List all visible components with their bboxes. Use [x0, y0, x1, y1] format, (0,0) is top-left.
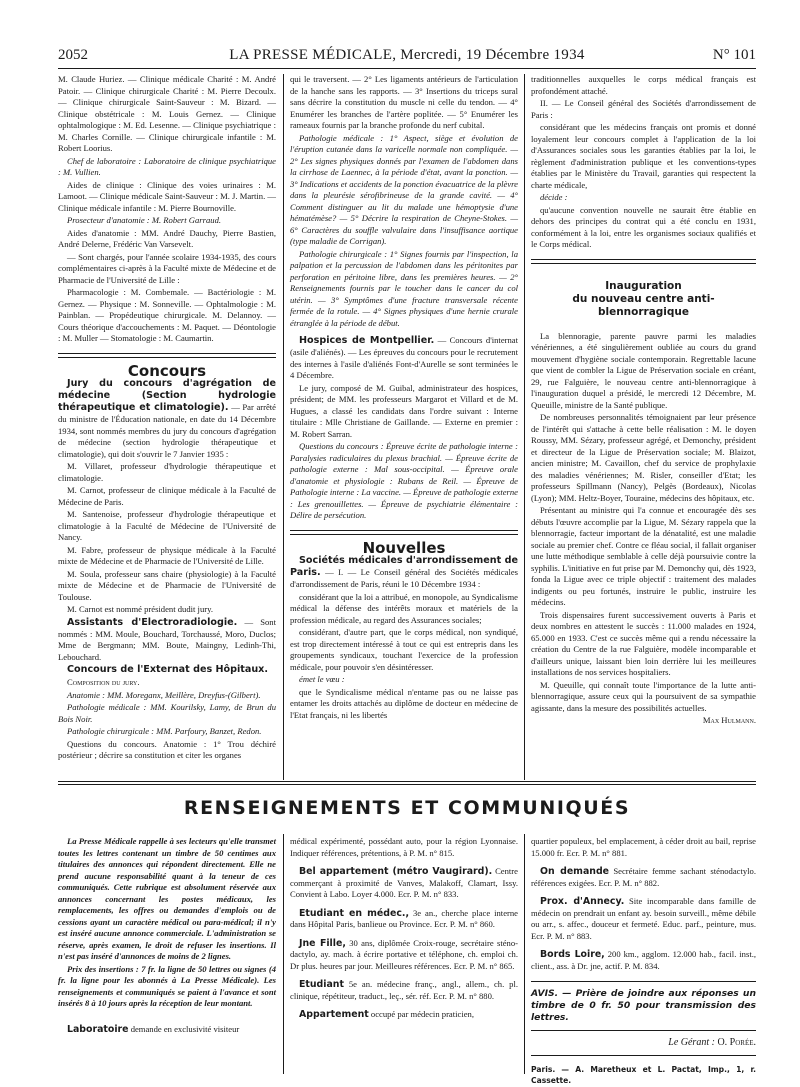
inauguration-title-line-2: du nouveau centre anti-blennorragique	[572, 292, 715, 318]
lille-prosecteur: Prosecteur d'anatomie : M. Robert Garraud.	[67, 215, 222, 225]
externat-line: Pathologie chirurgicale : MM. Parfoury, Banzet, Redon.	[67, 726, 262, 736]
montpellier-text: — Concours d'internat (asile d'aliénés). — Les épreuves du concours pour le recrutement des internes à l'asile d'aliénés Font-d'Aurelle se sont terminées le 4 Décembre.	[290, 335, 518, 380]
editorial-notice: La Presse Médicale rappelle à ses lecteurs qu'elle transmet toutes les lettres contenant un timbre de 50 centimes aux titulaires des annonces qui répondent directement. Elle ne prend aucune responsabilité quant à la teneur de ces communiqués. Cette rubrique est absolument réservée aux annonces concernant les postes médicaux, les remplacements, les offres ou demandes d'emplois ou de cessions ayant un caractère médical ou para-médical; il n'y est inséré aucune annonce commerciale. L'administration se réserve, après examen, le droit de refuser les insertions. Il n'est pas inséré d'annonces de moins de 2 lignes.	[58, 836, 276, 961]
classified-ad	[290, 979, 518, 1002]
ad-text: 3e an., cherche place interne dans Hôpital Paris, banlieue ou Province. Ecr. P. M. n° 860.	[290, 907, 518, 929]
classified-ad	[531, 836, 756, 859]
montpellier-heading: Hospices de Montpellier.	[299, 335, 435, 346]
classified-ad	[290, 836, 518, 859]
ad-text: Centre commerçant à proximité de Vanves, Malakoff, Clamart, Issy. Convient à Labo. Loyer 4.000. Ecr. P. M. n° 833.	[290, 866, 518, 899]
gerant-rule	[531, 1030, 756, 1031]
ad-lead: Appartement	[299, 1009, 369, 1020]
column-divider-1	[283, 74, 284, 780]
ads-divider-2	[524, 834, 525, 1074]
externat-line: Anatomie : MM. Moreganx, Meillère, Dreyfus-(Gilbert).	[67, 689, 261, 700]
ad-text: Site incomparable dans famille de médecin on prendrait un enfant ay. besoin surveill., même débile ou arr., s. affec., douceur et fermeté. Educ. parf., peinture, mus. Ecr. P. M. n° 883.	[531, 896, 756, 941]
lille-courses-intro: — Sont chargés, pour l'année scolaire 1934-1935, des cours complémentaires ci-après à la Faculté mixte de Médecine et de Pharmacie de l'Université de Lille :	[58, 251, 276, 285]
column-2	[290, 74, 518, 780]
societes-line: considérant que la loi a attribué, en monopole, au Syndicalisme médical la défense des intérêts moraux et matériels de la profession médicale, au regard des Assurances sociales;	[290, 591, 518, 625]
jury-member: M. Soula, professeur sans chaire (physiologie) à la Faculté mixte de Médecine et de Pharmacie de l'Université de Toulouse.	[58, 568, 276, 602]
ad-text: quartier populeux, bel emplacement, à céder droit au bail, reprise 15.000 fr. Ecr. P. M. n° 881.	[531, 836, 756, 858]
issue-number: N° 101	[712, 47, 756, 63]
electro-heading: Assistants d'Electroradiologie.	[67, 616, 238, 628]
column-1	[58, 74, 276, 780]
printer-imprint: Paris. — A. Maretheux et L. Pactat, Imp., 1, r. Cassette.	[531, 1064, 756, 1085]
inauguration-paragraph: Présentant au ministre qui l'a connue et encouragée dès ses débuts l'œuvre accomplie par la Ligue, M. Sézary rappela que la blennorragie, facteur important de la dénatalité, est une maladie sociale au premier chef. Contre ce fléau social, il fallait organiser une lutte méthodique semblable à celle déjà poursuivie contre la syphilis. L'initiative en fut prise par M. Demonchy qui, dès 1923, fonda la Ligue avec ce triple objectif : traitement des malades indigents ou peu fortunés, instruire le public, instruire les médecins.	[531, 505, 756, 607]
inauguration-paragraph: Trois dispensaires furent successivement ouverts à Paris et deux nombres en attestent le succès : 11.000 malades en 1924, 65.000 en 1933. C'est ce succès même qui a rendu nécessaire la création du Centre de la rue Falguière, modèle incomparable et d'ailleurs unique, laissant bien loin derrière lui les meilleures installations de nos services hospitaliers.	[531, 609, 756, 677]
journal-title: LA PRESSE MÉDICALE, Mercredi, 19 Décembre 1934	[229, 47, 585, 63]
ads-divider-1	[283, 834, 284, 1074]
classified-ad	[531, 949, 756, 972]
societes-text: — I. — Le Conseil général des Sociétés médicales d'arrondissement de Paris, réuni le 10 Décembre 1934 :	[290, 567, 518, 589]
patho-medicale-questions: Pathologie médicale : 1° Aspect, siège et évolution de l'éruption cutanée dans la varicelle normale non compliquée. — 2° Les signes physiques donnés par l'examen de l'abdomen dans la cirrhose de Laennec, à la période d'état, avant la ponction. — 3° Indications et accidents de la ponction évacuatrice de la plèvre dans la pleurésie sérofibrineuse de la grande cavité. — 4° Comment distinguer au lit du malade une hémoptysie d'une hématémèse? — 5° Décrire la respiration de Cheyne-Stokes. — 6° Caractères du souffle valvulaire dans l'insuffisance aortique (type maladie de Corrigan).	[290, 132, 518, 246]
section-rule-top	[58, 781, 756, 782]
montpellier-jury: Le jury, composé de M. Guibal, administrateur des hospices, président; de MM. les professeurs Margarot et Villard et de M. Hugues, a classé les candidats dans l'ordre suivant : Interne titulaire : Mlle Christiane de Gaillande. — Externe en premier : M. Robert Sarran.	[290, 382, 518, 439]
ad-lead: Etudiant	[299, 979, 344, 990]
author-signature: Max Hulmann.	[702, 715, 756, 725]
ad-lead: Prox. d'Annecy.	[540, 896, 625, 907]
ad-text: 5e an. médecine franç., angl., allem., ch. pl. clinique, répétiteur, traduct., leç., sér. réf. Ecr. P. M. n° 880.	[290, 979, 518, 1001]
column-3	[531, 74, 756, 780]
jury-member: M. Santenoise, professeur d'hydrologie thérapeutique et climatologie à la Faculté de Médecine de l'Université de Nancy.	[58, 509, 276, 542]
classified-ad	[290, 866, 518, 901]
conseil-line: traditionnelles auxquelles le corps médical français est profondément attaché.	[531, 74, 756, 96]
societes-line: émet le vœu :	[299, 674, 345, 684]
jury-member: M. Fabre, professeur de physique médicale à la Faculté mixte de Médecine et de Pharmacie de l'Université de Lille.	[58, 544, 276, 566]
inauguration-heading	[531, 280, 756, 319]
electro-text: — Sont nommés : MM. Moule, Bouchard, Torchaussé, Moro, Duclos; Mme de Bergmann; MM. Boute, Maingny, Ledinh-Thi, Lebouchard.	[58, 616, 276, 662]
ad-lead: Jne Fille,	[299, 937, 346, 949]
societes-line: que le Syndicalisme médical n'entame pas ou ne laisse pas entamer les droits attachés au diplôme de docteur en médecine de l'Etat français, ni les libertés	[290, 686, 518, 720]
societes-line: considérant, d'autre part, que le corps médical, non syndiqué, est trop directement intéressé à tout ce qui est entrepris dans les groupements syndicaux, touchant l'exercice de la profession médicale, pour pouvoir s'en désintéresser.	[290, 627, 518, 672]
section-separator	[531, 259, 756, 264]
lille-anatomy-aides: Aides d'anatomie : MM. André Dauchy, Pierre Bastien, André Delerne, Frédéric Van Varsevelt.	[58, 227, 276, 249]
ad-text: demande en exclusivité visiteur	[130, 1023, 240, 1034]
jury-member: M. Carnot est nommé président dudit jury.	[67, 604, 213, 614]
ad-text: occupé par médecin praticien,	[370, 1009, 474, 1019]
pricing-notice: Prix des insertions : 7 fr. la ligne de 50 lettres ou signes (4 fr. la ligne pour les abonnés à La Presse Médicale). Les renseignements et communiqués se paient à l'avance et sont insérés 8 à 10 jours après la réception de leur montant.	[58, 963, 276, 1008]
conseil-line: considérant que les médecins français ont promis et donné loyalement leur concours complet à l'application de la loi d'Assurances sociales sous les garanties établies par la loi, le règlement d'administration publique et les conventions-types établies par le Ministère du Travail, garanties qui respectent la charte médicale,	[531, 122, 756, 190]
gerant-line	[531, 1037, 756, 1049]
jury-member: M. Villaret, professeur d'hydrologie thérapeutique et climatologie.	[58, 461, 276, 483]
conseil-line: qu'aucune convention nouvelle ne saurait être établie en dehors des principes du contrat qui a été conclu en 1931, conformément à la loi, entre les organismes sociaux qualifiés et le Corps médical.	[531, 204, 756, 249]
section-separator	[58, 353, 276, 358]
ad-lead: Laboratoire	[67, 1023, 129, 1035]
inauguration-paragraph: La blennoragie, parente pauvre parmi les maladies vénériennes, a été singulièrement oubliée au cours du grand mouvement d'hygiène sociale contemporain. Regrettable lacune que vient de combler la Ligue de Préservation sociale en créant, 29, rue Falguière, le nouveau centre anti-blennorragique à l'inauguration duquel a présidé, le mercredi 12 Décembre, M. Queuille, ministre de la Santé publique.	[531, 330, 756, 410]
inauguration-paragraph: M. Queuille, qui connaît toute l'importance de la lutte anti-blennorragique, assure ceux qui la poursuivent de sa sympathie agissante, dans la mesure des possibilités actuelles.	[531, 679, 756, 713]
externat-heading: Concours de l'Externat des Hôpitaux.	[67, 664, 269, 675]
section-separator	[290, 530, 518, 535]
lille-clinics: M. Claude Huriez. — Clinique médicale Charité : M. André Patoir. — Clinique chirurgicale Charité : M. Pierre Decoulx. — Clinique chirurgicale Saint-Sauveur : M. Bizard. — Clinique obstétricale : M. Louis Gernez. — Clinique ophtalmologique : M. Ed. Lesenne. — Clinique psychiatrique : M. Charles Cornille. — Clinique chirurgicale infantile : M. Robert Loorius.	[58, 74, 276, 153]
ad-lead: Bords Loire,	[540, 949, 605, 960]
printer-rule	[531, 1055, 756, 1056]
ad-lead: Etudiant en médec.,	[299, 907, 410, 919]
concours-heading: Concours	[127, 361, 207, 380]
gerant-label: Le Gérant :	[668, 1037, 715, 1048]
ad-text: Secrétaire femme sachant sténodactylo. références exigées. Ecr. P. M. n° 882.	[531, 866, 756, 888]
header-rule	[58, 68, 756, 69]
conseil-line: décide :	[540, 192, 568, 202]
ads-column-3	[531, 836, 757, 1085]
gerant-name: O. Porée.	[717, 1037, 756, 1048]
page-header	[58, 47, 756, 69]
classified-ad	[290, 938, 518, 973]
jury-text: — Par arrêté du ministre de l'Éducation nationale, en date du 14 Décembre 1934, sont nommés membres du jury du concours d'agrégation de médecine (section hydrologie thérapeutique et climatologie), qui doit s'ouvrir le 7 Janvier 1935 :	[58, 402, 276, 459]
ads-column-1	[58, 836, 276, 1074]
inauguration-title-line-1: Inauguration	[605, 279, 682, 292]
jury-heading: Jury du concours d'agrégation de médecine (Section hydrologie thérapeutique et climatologie).	[58, 378, 276, 413]
ad-lead: On demande	[540, 866, 610, 877]
column-divider-2	[524, 74, 525, 780]
patho-chirurgicale-questions: Pathologie chirurgicale : 1° Signes fournis par l'inspection, la palpation et la percussion de l'abdomen dans les péritonites par perforation en péritoine libre, dans les premières heures. — 2° Renseignements fournis par le toucher dans le cancer du col utérin. — 3° Symptômes d'une fracture transversale récente fermée de la rotule. — 4° Signes physiques d'une hernie crurale étranglée à la période de début.	[290, 248, 518, 328]
classified-ad	[531, 866, 756, 889]
ad-text: 200 km., agglom. 12.000 hab., facil. inst., client., ass. à Dr. jne, actif. P. M. 834.	[531, 949, 757, 971]
ads-column-2	[290, 836, 518, 1074]
avis-rule	[531, 981, 756, 982]
externat-line: Composition du jury.	[67, 677, 140, 687]
section-rule-top-2	[58, 784, 756, 785]
externat-line: Pathologie médicale : MM. Kourilsky, Lamy, de Brun du Bois Noir.	[58, 702, 276, 724]
anatomy-questions: qui le traversent. — 2° Les ligaments antérieurs de l'articulation de la hanche sans les rapports. — 3° Insertions du triceps sural sans décrire la constitution du muscle ni celle du tendon. — 4° Enumérer les branches de l'artère poplitée. — 5° Enumérer les rameaux fournis par la branche profonde du nerf cubital.	[290, 74, 518, 130]
jury-member: M. Carnot, professeur de clinique médicale à la Faculté de Médecine de Paris.	[58, 485, 276, 507]
societes-heading: Sociétés médicales d'arrondissement de Paris.	[290, 555, 518, 578]
conseil-line: II. — Le Conseil général des Sociétés d'arrondissement de Paris :	[531, 98, 756, 120]
page-number: 2052	[58, 47, 88, 63]
lille-lab-chief: Chef de laboratoire : Laboratoire de clinique psychiatrique : M. Vullien.	[58, 155, 276, 177]
ad-lead: Bel appartement (métro Vaugirard).	[299, 866, 493, 877]
externat-line: Questions du concours. Anatomie : 1° Trou déchiré postérieur ; décrire sa constitution et citer les organes	[58, 738, 276, 760]
renseignements-title: RENSEIGNEMENTS ET COMMUNIQUÉS	[183, 797, 631, 819]
classified-ad	[290, 1009, 518, 1021]
avis-notice: AVIS. — Prière de joindre aux réponses un timbre de 0 fr. 50 pour transmission des lettres.	[531, 988, 756, 1023]
ad-text: 30 ans, diplômée Croix-rouge, secrétaire sténo-dactylo, ay. mach. à écrire portative et téléphone, ch. emploi ch. Dr plus. heures par jour. Meilleures références. Ecr. P. M. n° 865.	[290, 937, 518, 971]
nouvelles-heading: Nouvelles	[362, 538, 446, 557]
inauguration-paragraph: De nombreuses personnalités témoignaient par leur présence de l'intérêt qui s'attache à cette belle réalisation : M. le doyen Roussy, MM. Sézary, professeur agrégé, et Demonchy, président et directeur de la Ligue de Préservation sociale; M. Blaizot, ancien ministre; M. Cavaillon, chef du service de prophylaxie des maladies vénériennes; M. Risler, conseiller d'Etat; les professeurs Spillmann (Nancy), Pelgès (Bordeaux), Nicolas (Lyon); MM. Heltz-Boyer, Touraine, médecins des hôpitaux, etc.	[531, 412, 756, 503]
lille-clinic-aides: Aides de clinique : Clinique des voies urinaires : M. Lamoot. — Clinique médicale Saint-Sauveur : M. J. Martin. — Clinique médicale infantile : M. Pierre Bournoville.	[58, 179, 276, 213]
lille-courses: Pharmacologie : M. Combemale. — Bactériologie : M. Gernez. — Physique : M. Sonneville. — Ophtalmologie : M. Painblan. — Propédeutique chirurgicale. M. Delannoy. — Cours théorique d'accouchements : M. Paquet. — Déontologie : M. Muller — Stomatologie : M. Caumartin.	[58, 287, 276, 343]
ad-text: médical expérimenté, possédant auto, pour la région Lyonnaise. Indiquer références, prétentions, à P. M. n° 815.	[290, 836, 518, 858]
classified-ad	[290, 908, 518, 931]
classified-ad	[531, 896, 756, 942]
montpellier-questions: Questions du concours : Épreuve écrite de pathologie interne : Paralysies radiculaires du plexus brachial. — Épreuve écrite de pathologie externe : Mal sous-occipital. — Épreuve orale d'anatomie et physiologie : Rubans de Reil. — Épreuve de Pathologie interne : La vaccine. — Épreuve de pathologie externe : Les grenouillettes. — Épreuve de psychiatrie élémentaire : Délire de persécution.	[290, 441, 518, 520]
